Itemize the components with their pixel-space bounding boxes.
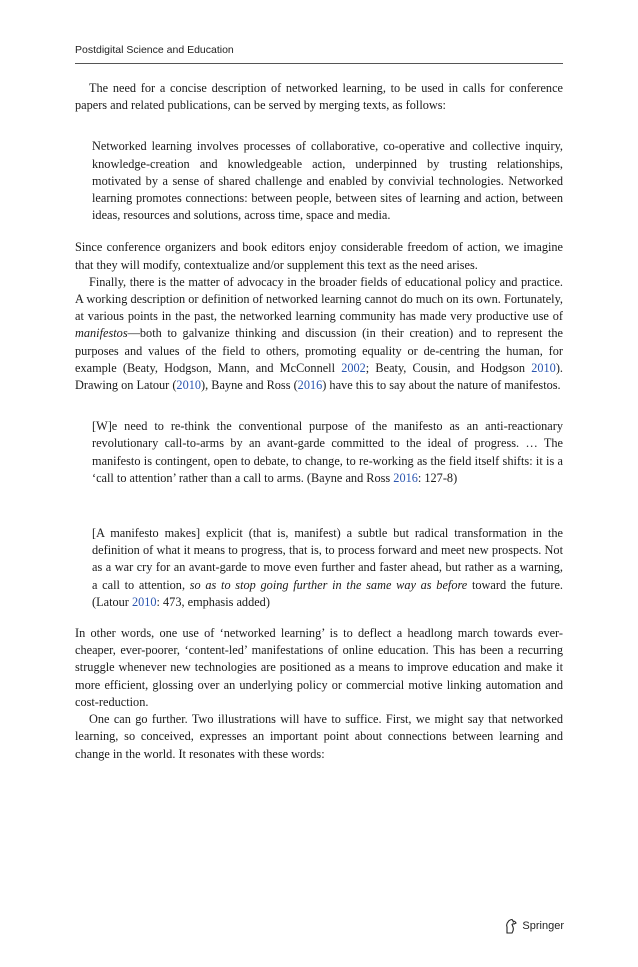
header-divider bbox=[75, 63, 563, 64]
block-quote-3 bbox=[92, 525, 563, 611]
p3-text-3: ; Beaty, Cousin, and Hodgson bbox=[365, 360, 532, 375]
bq2-text-1: [W]e need to re-think the conventional purpose of the manifesto as an anti-reactionary revolutionary call-to-arms by an avant-garde committed to the ideal of progress. … The manifesto is contingent, open to debate, to change, to re-working as the field itself shifts: it is a ‘call to attention’ rather than a call to arms. (Bayne and Ross bbox=[92, 419, 563, 485]
publisher-name: Springer bbox=[522, 920, 564, 932]
p3-text-6: ) have this to say about the nature of manifestos. bbox=[322, 378, 561, 393]
citation-link[interactable]: 2010 bbox=[131, 594, 157, 609]
citation-link[interactable]: 2016 bbox=[297, 378, 323, 393]
p3-text-4: ). Drawing on Latour ( bbox=[75, 360, 563, 393]
p3-text-2: —both to galvanize thinking and discussion (in their creation) and to represent the purposes and values of the field to others, promoting equality or de-centring the human, for example (Beaty, Hodgson, Mann, and McConnell bbox=[75, 326, 563, 375]
bq3-text-3: : 473, emphasis added) bbox=[156, 594, 270, 609]
block-quote-1: Networked learning involves processes of collaborative, co-operative and collective inquiry, knowledge-creation and knowledgeable action, underpinned by trusting relationships, motivated by a sense of shared challenge and enabled by convivial technologies. Networked learning promotes connections: between people, between sites of learning and action, between ideas, resources and solutions, across time, space and media. bbox=[92, 139, 563, 223]
p3-text-5: ), Bayne and Ross ( bbox=[201, 378, 298, 393]
citation-link[interactable]: 2016 bbox=[393, 470, 418, 485]
paragraph-5: One can go further. Two illustrations will have to suffice. First, we might say that networked learning, so conceived, expresses an important point about connections between learning and change in the world. It resonates with these words: bbox=[75, 712, 563, 761]
page-body bbox=[75, 80, 563, 763]
paragraph-2: Since conference organizers and book editors enjoy considerable freedom of action, we imagine that they will modify, contextualize and/or supplement this text as the need arises. bbox=[75, 240, 563, 272]
citation-link[interactable]: 2010 bbox=[531, 360, 556, 375]
journal-title: Postdigital Science and Education bbox=[75, 44, 234, 56]
bq3-emphasis: so as to stop going further in the same way as before bbox=[189, 577, 468, 592]
paragraph-3 bbox=[75, 274, 563, 394]
bq3-text-2: toward the future. (Latour bbox=[92, 577, 563, 609]
citation-link[interactable]: 2010 bbox=[176, 378, 202, 393]
citation-link[interactable]: 2002 bbox=[341, 360, 366, 375]
block-quote-2 bbox=[92, 418, 563, 487]
springer-horse-icon bbox=[504, 918, 518, 934]
bq2-text-2: : 127-8) bbox=[417, 470, 458, 485]
p3-text-1: Finally, there is the matter of advocacy in the broader fields of educational policy and practice. A working description or definition of networked learning cannot do much on its own. Fortunately, at various points in the past, the networked learning community has made very productive use of bbox=[75, 274, 563, 324]
publisher-footer bbox=[504, 918, 564, 934]
paragraph-1: The need for a concise description of networked learning, to be used in calls for conference papers and related publications, can be served by merging texts, as follows: bbox=[75, 81, 563, 113]
p3-emphasis: manifestos bbox=[75, 326, 128, 341]
bq3-text-1: [A manifesto makes] explicit (that is, manifest) a subtle but radical transformation in the definition of what it means to progress, that is, to process forward and meet new prospects. Not as a war cry for an avant-garde to move even further and faster ahead, but rather as a warning, a call to attention, bbox=[92, 526, 563, 592]
paragraph-4: In other words, one use of ‘networked learning’ is to deflect a headlong march towards ever-cheaper, ever-poorer, ‘content-led’ manifestations of online education. This has been a recurring struggle whenever new technologies are positioned as a means to improve education and make it more efficient, glossing over an underlying policy or commercial motive linking automation and cost-reduction. bbox=[75, 626, 563, 709]
